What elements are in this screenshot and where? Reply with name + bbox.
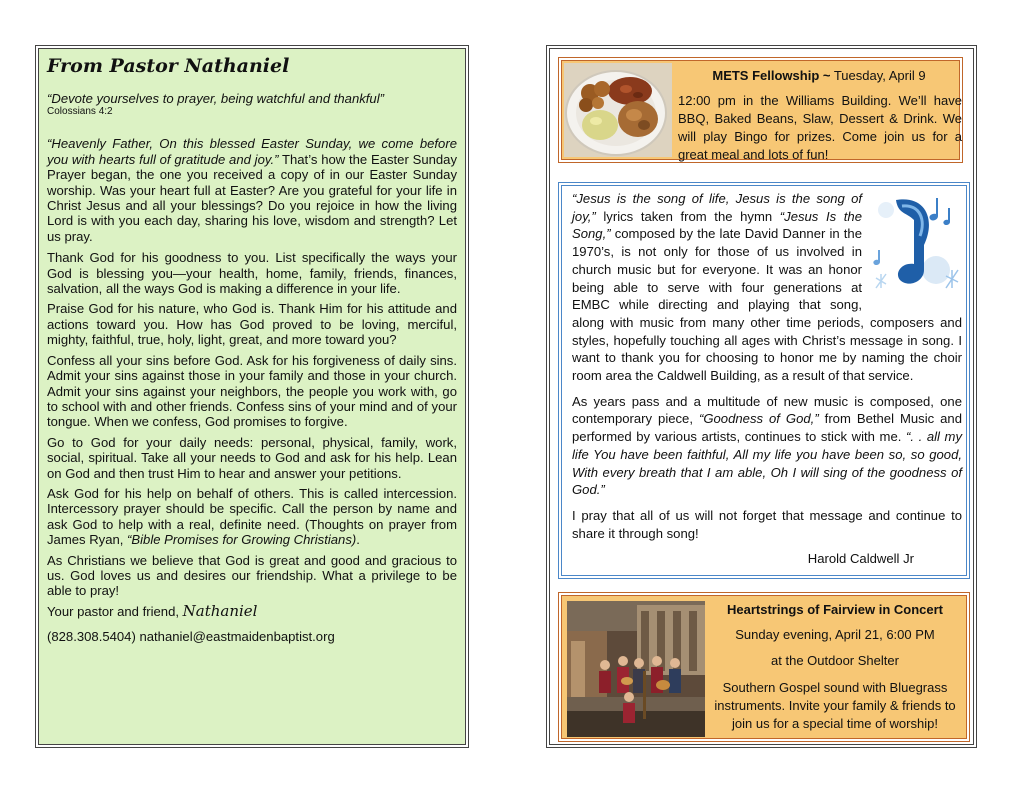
- letter-paragraph-6: [47, 486, 457, 548]
- music-note-icon: [866, 190, 962, 295]
- mets-fellowship-box: [558, 57, 963, 163]
- letter-paragraph-5: Go to God for your daily needs: personal, physical, family, work, social, spiritual. Take all your needs to God and ask for his help. Lean on God and then trust Him to hear and answer your petitions.: [47, 434, 457, 481]
- book-title: “Bible Promises for Growing Christians): [127, 532, 357, 548]
- mets-heading-bold: METS Fellowship ~: [712, 68, 831, 83]
- pastor-letter-content: [38, 48, 466, 745]
- closing-text: Your pastor and friend,: [47, 603, 183, 619]
- bbq-plate-photo: [564, 63, 672, 157]
- scripture-verse: “Devote yourselves to prayer, being watchful and thankful”: [47, 91, 384, 106]
- letter-paragraph-3: Praise God for his nature, who God is. Thank Him for his attitude and actions toward you. How has God proved to be loving, merciful, mighty, faithful, true, holy, light, great, and more toward you?: [47, 301, 457, 348]
- paragraph-text: Ask God for his help on behalf of others. This is called intercession. Intercessory prayer should be specific. Call the person by name and ask God to help with a real, definite need. (Thoughts on prayer from James Ryan,: [47, 485, 457, 548]
- pastor-letter-panel: [35, 45, 469, 748]
- song-title: “Goodness of God,”: [698, 411, 819, 427]
- hymn-title: “Jesus Is the Song,”: [572, 208, 862, 242]
- paragraph-text: As years pass and a multitude of new music is composed, one contemporary piece,: [572, 393, 962, 427]
- concert-box: [558, 592, 970, 742]
- paragraph-text: composed by the late David Danner in the 1970’s, is not only for those of us involved in church music but for everyone. It was an honor being able to serve with four generations at EMBC while directing and playing that song, along with music from many other time periods, composers and styles, hopefully touching all ages with Christ’s message in song. I want to thank you for choosing to honor me by naming the choir room area the Caldwell Building, as a result of that service.: [572, 226, 962, 384]
- scripture-reference: Colossians 4:2: [47, 106, 113, 118]
- letter-paragraph-4: Confess all your sins before God. Ask for his forgiveness of daily sins. Admit your sins against those in your family and those in your church. Admit your sins against your neighbors, the people you work with, go to school with and other friends. Confess sins of your mind and of your tongue. When we confess, God promises to forgive.: [47, 352, 457, 430]
- mets-fellowship-inner: [561, 60, 960, 160]
- letter-closing: [47, 601, 457, 620]
- song-paragraph-2: [572, 393, 962, 499]
- concert-date-time: Sunday evening, April 21, 6:00 PM: [735, 627, 935, 642]
- concert-title: Heartstrings of Fairview in Concert: [727, 602, 943, 617]
- lyric-quote: “. . all my life You have been faithful, All my life you have been so, so good, With every breath that I am able, Oh I will sing of the goodness of God.”: [572, 429, 962, 498]
- paragraph-text: .: [356, 532, 360, 548]
- song-message-inner: [561, 185, 967, 576]
- concert-inner: [561, 595, 967, 739]
- letter-paragraph-7: As Christians we believe that God is great and good and gracious to us. God loves us and desires our friendship. What a privilege to be able to pray!: [47, 552, 457, 599]
- song-message-box: [558, 182, 970, 579]
- concert-details: [708, 602, 962, 733]
- paragraph-text: lyrics taken from the hymn: [595, 208, 780, 224]
- concert-description: Southern Gospel sound with Bluegrass instruments. Invite your family & friends to join us for a special time of worship!: [714, 680, 956, 731]
- concert-location: at the Outdoor Shelter: [771, 653, 899, 668]
- band-photo: [567, 601, 705, 737]
- letter-paragraph-2: Thank God for his goodness to you. List specifically the ways your God is blessing you—your health, home, family, friends, finances, salvation, all the ways God is making a difference in your life.: [47, 250, 457, 297]
- song-author-signature: Harold Caldwell Jr: [807, 551, 914, 567]
- prayer-quote: “Heavenly Father, On this blessed Easter Sunday, we come before you with hearts full of gratitude and joy.”: [47, 136, 457, 167]
- lyric-quote: “Jesus is the song of life, Jesus is the song of joy,”: [572, 191, 862, 224]
- paragraph-text: That’s how the Easter Sunday Prayer began, the one you received a copy of in our Easter Sunday worship. Was your heart full at Easter? Are you grateful for your life in Christ Jesus and all your blessings? Do you rejoice in how the living Lord is with you each day, sharing his love, wisdom and strength? Let us pray.: [47, 151, 457, 244]
- song-paragraph-3: I pray that all of us will not forget that message and continue to share it through song!: [572, 507, 962, 541]
- contact-line[interactable]: (828.308.5404) nathaniel@eastmaidenbaptist.org: [47, 629, 335, 645]
- paragraph-text: from Bethel Music and performed by various artists, continues to stick with me.: [572, 411, 962, 445]
- mets-description: 12:00 pm in the Williams Building. We’ll have BBQ, Baked Beans, Slaw, Dessert & Drink. We will play Bingo for prizes. Come join us for a great meal and lots of fun!: [678, 93, 962, 162]
- mets-heading-date: Tuesday, April 9: [830, 68, 926, 83]
- mets-heading: [678, 68, 960, 84]
- pastor-letter-title: From Pastor Nathaniel: [47, 55, 290, 77]
- pastor-signature: Nathaniel: [182, 601, 258, 620]
- announcements-panel: [546, 45, 977, 748]
- letter-paragraph-1: [47, 136, 457, 244]
- announcements-content: [549, 48, 974, 745]
